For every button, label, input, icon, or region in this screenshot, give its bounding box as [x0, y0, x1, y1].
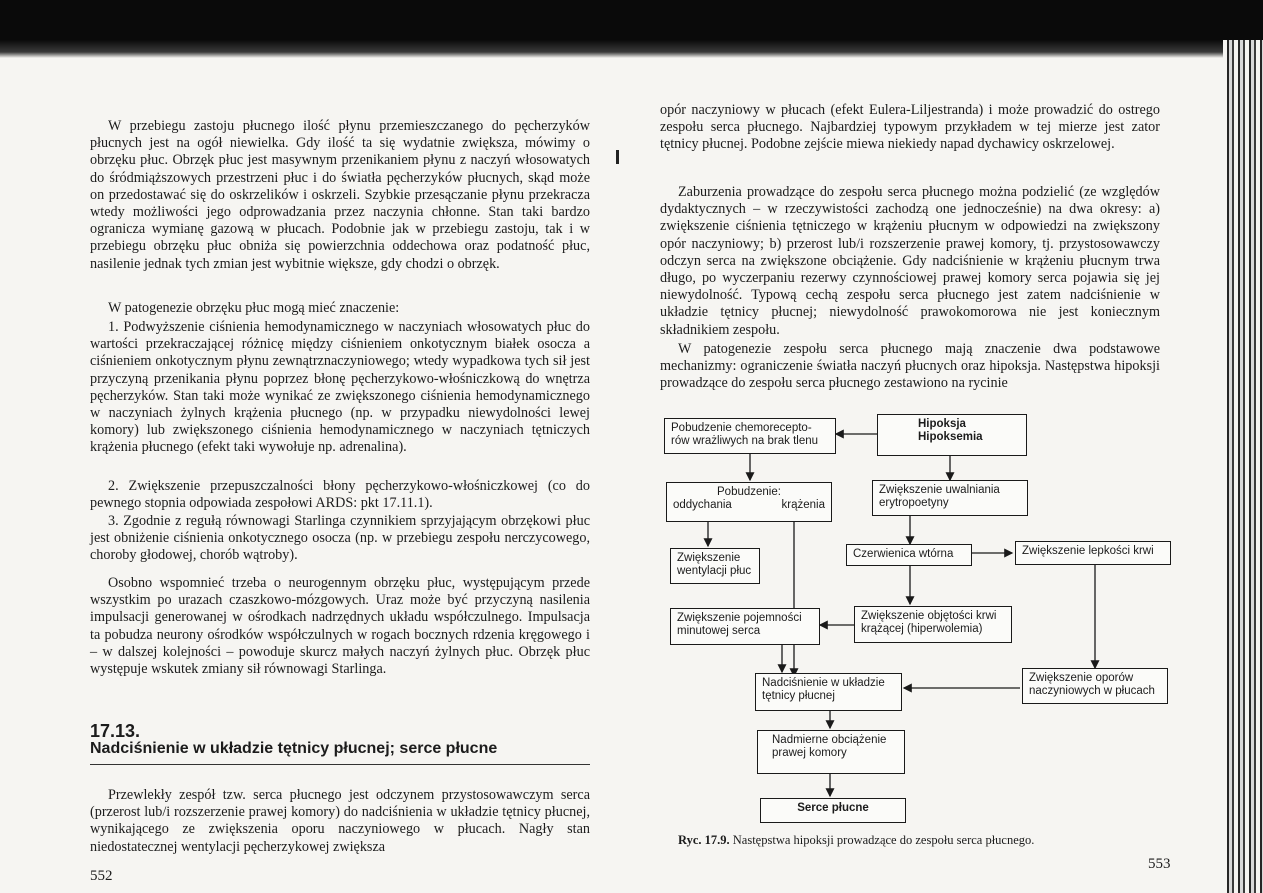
box-polycythemia: Czerwienica wtórna: [846, 544, 972, 566]
list-item: 1. Podwyższenie ciśnienia hemodynamicznego w naczyniach włosowatych płuc do wartości przekraczającej różnicę między ciśnieniem onkotycznym białek osocza a ciśnieniem onkotycznym płynu zewnątrznaczyniowego; wtedy wypadkowa tych sił jest przyczyną przenikania płynu poprzez błonę pęcherzykowo-włośniczkową do wnętrza pęcherzyków. Stan taki może wynikać ze zwiększonego ciśnienia hemodynamicznego w naczyniach żylnych krążenia płucnego (np. w przypadku niewydolności lewej komory) lub zwiększonego ciśnienia hemodynamicznego w naczyniach tętniczych krążenia płucnego (efekt taki wywołuje np. adrenalina).: [90, 319, 590, 456]
caption-label: Ryc. 17.9.: [678, 833, 730, 847]
gutter-mark: [616, 150, 619, 164]
box-vascular-resistance: Zwiększenie oporów naczyniowych w płucach: [1022, 668, 1168, 704]
box-rv-overload: Nadmierne obciążenie prawej komory: [757, 730, 905, 774]
paragraph: Osobno wspomnieć trzeba o neurogennym obrzęku płuc, występującym przede wszystkim po urazach czaszkowo-mózgowych. Uraz może być przyczyną nasilenia impulsacji generowanej w ośrodkach nadrzędnych układu współczulnego. Impulsacja ta pobudza neurony ośrodków współczulnych w rogach bocznych rdzenia kręgowego i – w dalszej kolejności – powoduje skurcz małych naczyń żylnych płuc. Obrzęk płuc występuje wskutek zmiany sił równowagi Starlinga.: [90, 575, 590, 678]
caption-text: Następstwa hipoksji prowadzące do zespołu serca płucnego.: [732, 833, 1035, 847]
paragraph: W patogenezie zespołu serca płucnego mają znaczenie dwa podstawowe mechanizmy: ograniczenie światła naczyń płucnych oraz hipoksja. Następstwa hipoksji prowadzące do zespołu serca płucnego zestawiono na rycinie: [660, 341, 1160, 392]
paragraph: W patogenezie obrzęku płuc mogą mieć znaczenie:: [108, 300, 400, 316]
list-item: 2. Zwiększenie przepuszczalności błony pęcherzykowo-włośniczkowej (co do pewnego stopnia odpowiada zespołowi ARDS: pkt 17.11.1).: [90, 478, 590, 512]
flowchart: [660, 408, 1180, 828]
box-hypoxia-line1: Hipoksja: [918, 418, 966, 430]
box-stimulation-left: oddychania: [673, 499, 732, 511]
section-number: 17.13.: [90, 721, 141, 741]
box-erythropoietin: Zwiększenie uwalniania erytropoetyny: [872, 480, 1028, 516]
page-number: 553: [1148, 856, 1171, 872]
box-viscosity: Zwiększenie lepkości krwi: [1015, 541, 1171, 565]
figure-caption: [678, 833, 1138, 848]
paragraph: W przebiegu zastoju płucnego ilość płynu przemieszczanego do pęcherzyków płucnych jest na ogół niewielka. Gdy ilość ta się wydatnie zwiększa, mówimy o obrzęku płuc. Obrzęk płuc jest masywnym przenikaniem płynu z naczyń włosowatych do śródmiąższowych przestrzeni płuc i do światła pęcherzyków płucnych, skąd może on przedostawać się do oskrzelików i oskrzeli. Szybkie przesączanie płynu przekracza wtedy możliwości jego odprowadzania przez naczynia chłonne. Stan taki bardzo ogranicza wymianę gazową w płucach. Podobnie jak w przebiegu zastoju, tak i w przebiegu obrzęku płuc obniża się powierzchnia oddechowa oraz podatność płuc, nasilenie jednak tych zmian jest wybitnie większe, gdy chodzi o obrzęk.: [90, 118, 590, 272]
box-hypoxia-line2: Hipoksemia: [918, 431, 983, 443]
box-pulmonary-hypertension: Nadciśnienie w układzie tętnicy płucnej: [755, 673, 902, 711]
box-cardiac-output: Zwiększenie pojemności minutowej serca: [670, 608, 820, 645]
paragraph: Przewlekły zespół tzw. serca płucnego jest odczynem przystosowawczym serca (przerost lub/i rozszerzenie prawej komory) do nadciśnienia w układzie tętnicy płucnej, wynikającego ze zwiększenia oporu naczyniowego w płucach. Nagły stan niedostatecznej wentylacji pęcherzykowej zwiększa: [90, 787, 590, 855]
box-stimulation-title: Pobudzenie:: [717, 486, 781, 498]
section-title: Nadciśnienie w układzie tętnicy płucnej; serce płucne: [90, 740, 590, 765]
list-item: 3. Zgodnie z regułą równowagi Starlinga czynnikiem sprzyjającym obrzękowi płuc jest obniżenie ciśnienia onkotycznego osocza (np. w przebiegu zespołu nerczycowego, choroby głodowej, chorób wątroby).: [90, 513, 590, 564]
box-stimulation: [666, 482, 832, 522]
paragraph: opór naczyniowy w płucach (efekt Eulera-Liljestranda) i może prowadzić do ostrego zespołu serca płucnego. Najbardziej typowym przykładem w tej mierze jest zator tętnicy płucnej. Podobne zejście miewa niekiedy napad dychawicy oskrzelowej.: [660, 102, 1160, 153]
box-stimulation-right: krążenia: [781, 499, 825, 511]
box-blood-volume: Zwiększenie objętości krwi krążącej (hiperwolemia): [854, 606, 1012, 643]
page-number: 552: [90, 868, 113, 884]
box-hypoxia: [877, 414, 1027, 456]
box-chemoreceptors: Pobudzenie chemorecepto-rów wrażliwych na brak tlenu: [664, 418, 836, 454]
book-edge: [1223, 40, 1263, 893]
box-cor-pulmonale: Serce płucne: [760, 798, 906, 823]
left-page: [90, 0, 590, 893]
paragraph: Zaburzenia prowadzące do zespołu serca płucnego można podzielić (ze względów dydaktycznych – w rzeczywistości zachodzą one jednocześnie) na dwa okresy: a) zwiększenie ciśnienia tętniczego w krążeniu płucnym w odpowiedzi na zwiększony opór naczyniowy; b) przerost lub/i rozszerzenie prawej komory, tj. przystosowawczy odczyn serca na zwiększone obciążenie. Gdy nadciśnienie w krążeniu płucnym trwa długo, po wyczerpaniu rezerwy czynnościowej prawej komory serca pojawia się jej niewydolność. Typową cechą zespołu serca płucnego jest zatem nadciśnienie w układzie tętnicy płucnej; niewydolność prawokomorowa nie jest koniecznym składnikiem zespołu.: [660, 184, 1160, 338]
box-ventilation: Zwiększenie wentylacji płuc: [670, 548, 760, 584]
